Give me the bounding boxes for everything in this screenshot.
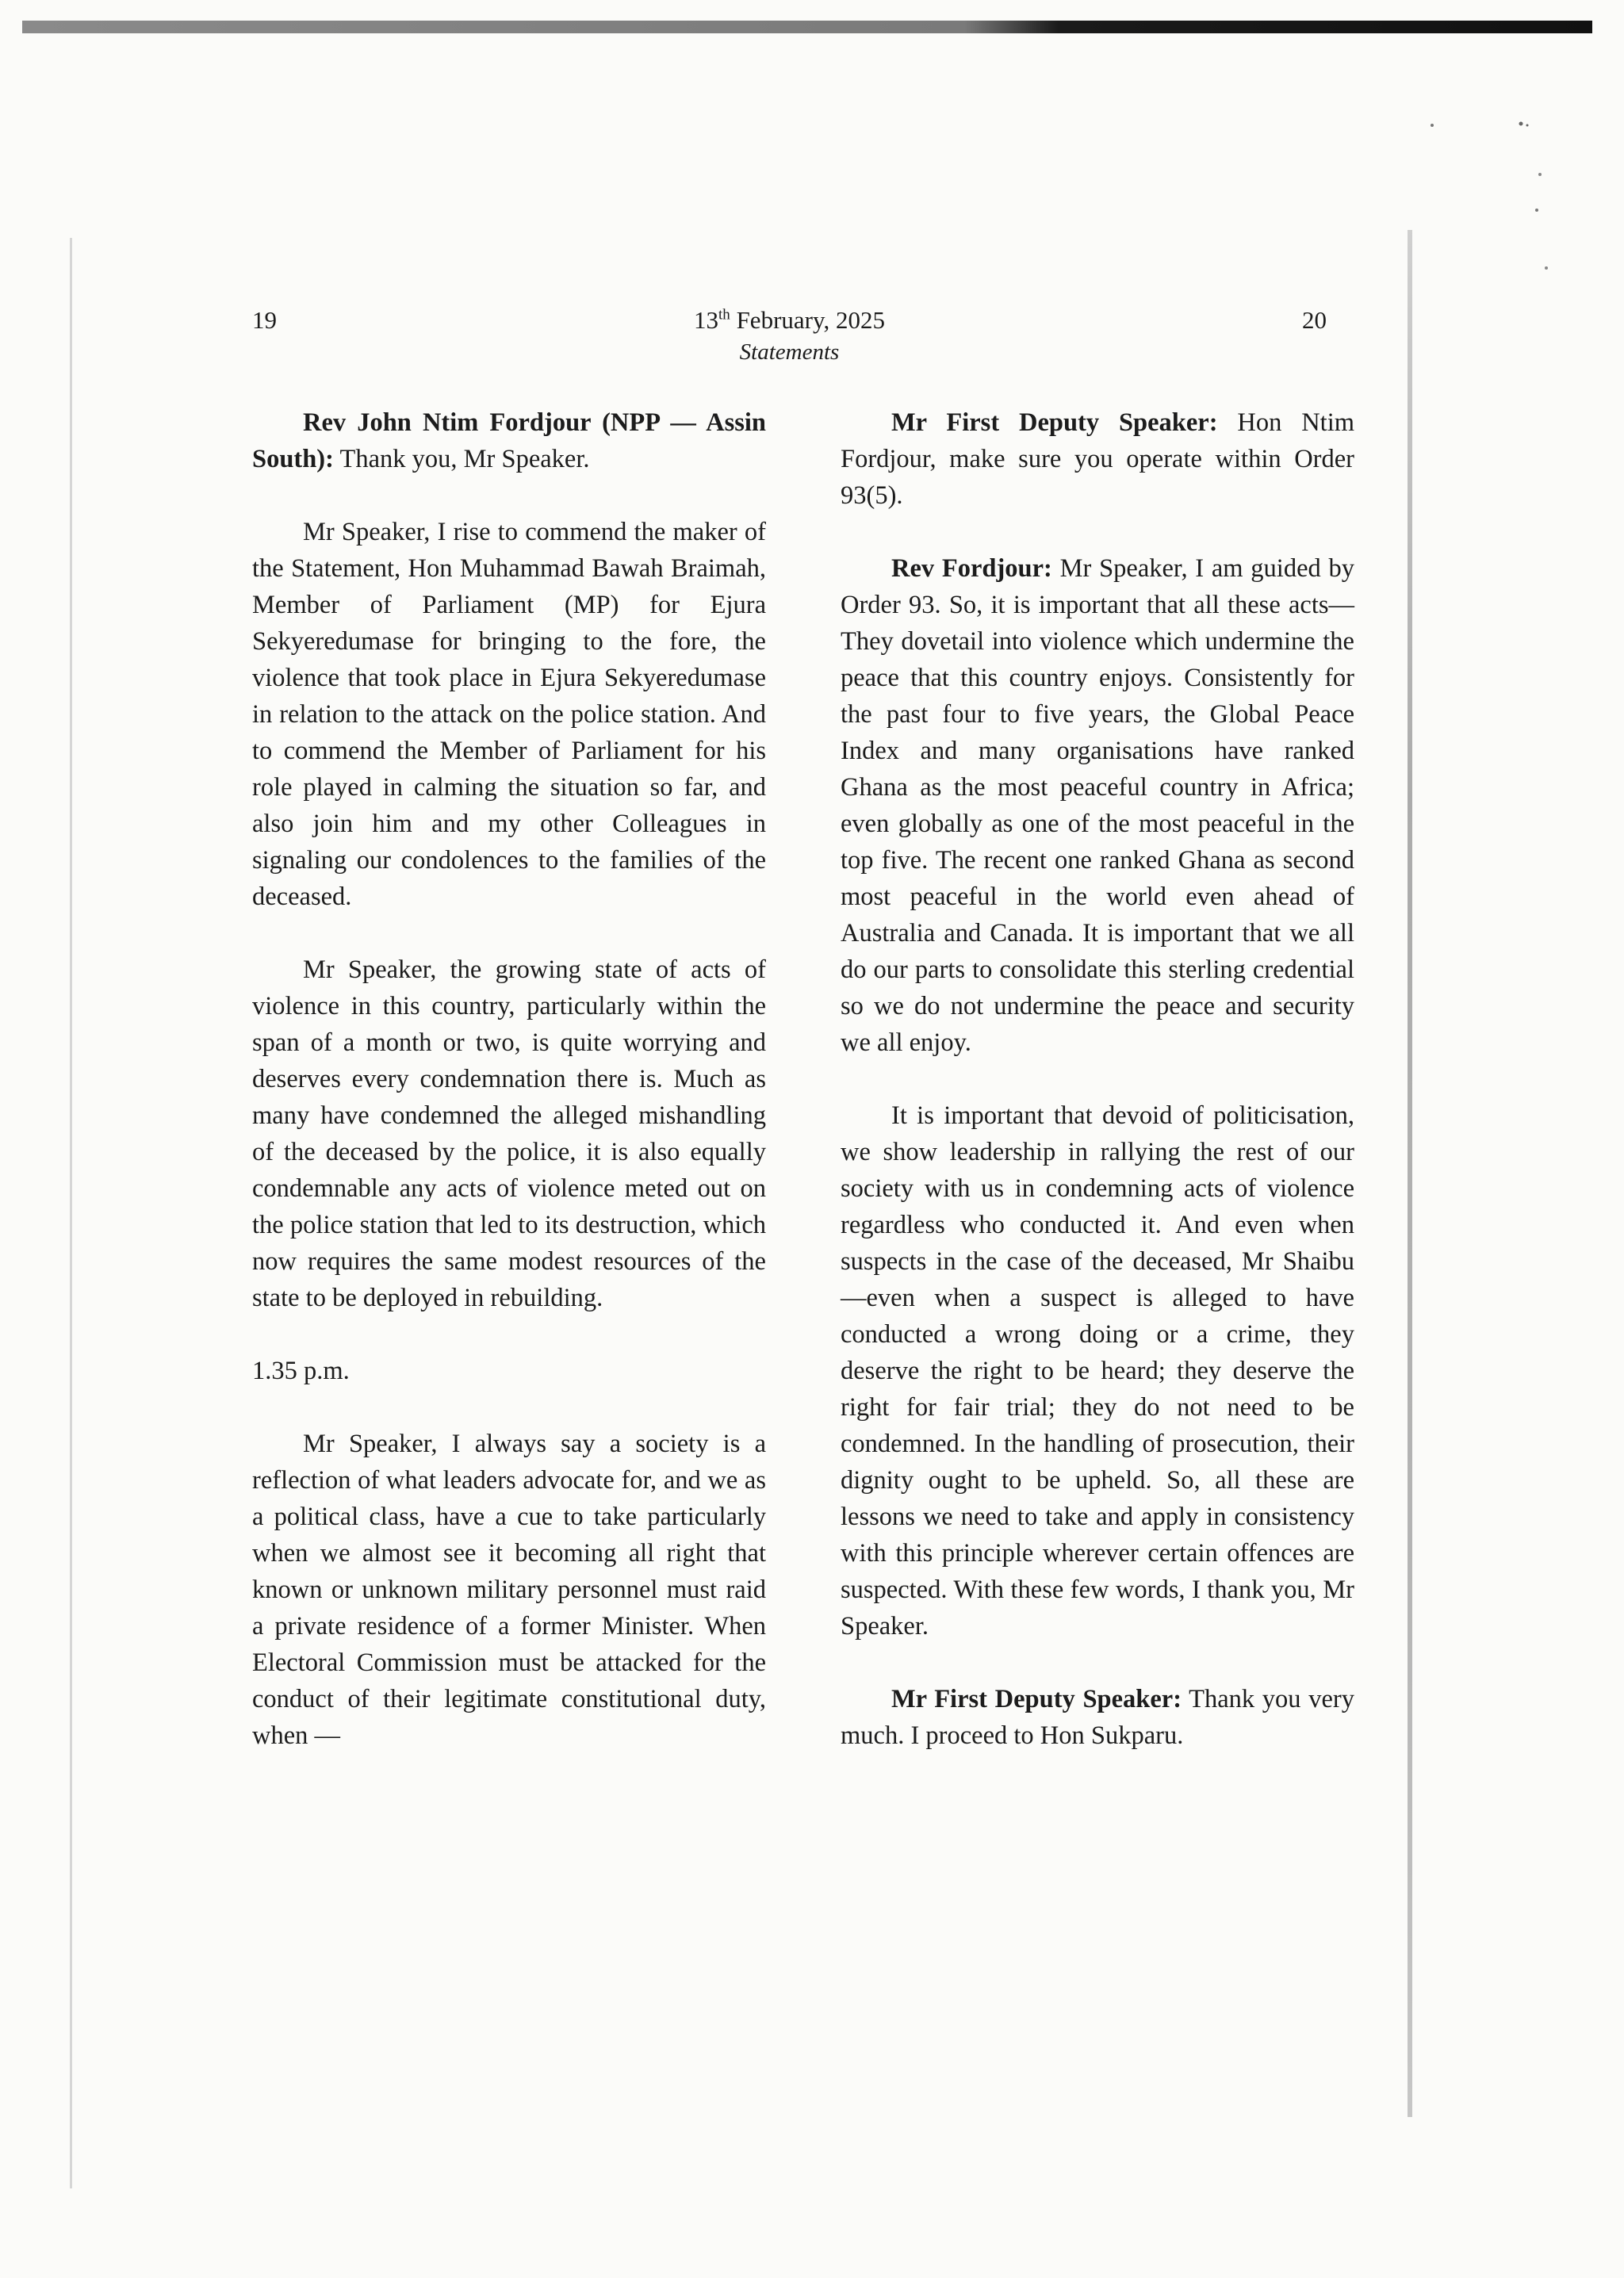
speech-text: Thank you very much. I proceed to Hon Sukparu. [841,1685,1354,1750]
speech-text: Mr Speaker, I am guided by Order 93. So, it is important that all these acts—They dovetail into violence which undermine the peace that this country enjoys. Consistently for the past four to five years, the Global Peace Index and many organisations have ranked Ghana as the most peaceful country in Africa; even globally as one of the most peaceful in the top five. The recent one ranked Ghana as second most peaceful in the world even ahead of Australia and Canada. It is important that we all do our parts to consolidate this sterling credential so we do not undermine the peace and security we all enjoy. [841,554,1354,1057]
scan-top-bar [22,21,1592,33]
paragraph: Mr Speaker, I always say a society is a reflection of what leaders advocate for, and we as a political class, have a cue to take particularly when we almost see it becoming all right that known or unknown military personnel must raid a private residence of a former Minister. When Electoral Commission must be attacked for the conduct of their legitimate constitutional duty, when — [252,1430,766,1750]
time-stamp: 1.35 p.m. [252,1357,350,1385]
speech-text: Hon Ntim Fordjour, make sure you operate within Order 93(5). [841,408,1355,510]
page-number-left: 19 [252,306,277,334]
paragraph [841,404,1354,514]
paragraph [841,1681,1354,1754]
paragraph [252,404,766,477]
section-title: Statements [739,339,840,365]
date-day: 13 [694,306,719,334]
header-date [252,306,1327,335]
paragraph: Mr Speaker, the growing state of acts of violence in this country, particularly within the span of a month or two, is quite worrying and deserves every condemnation there is. Much as many have condemned the alleged mishandling of the deceased by the police, it is also equally condemnable any acts of violence meted out on the police station that led to its destruction, which now requires the same modest resources of the state to be deployed in rebuilding. [252,955,766,1312]
date-rest: February, 2025 [730,306,885,334]
speaker-name: Mr First Deputy Speaker: [891,408,1218,437]
speech-text: Thank you, Mr Speaker. [333,445,590,473]
paragraph: It is important that devoid of politicisation, we show leadership in rallying the rest of our society with us in condemning acts of violence regardless who conducted it. And even when suspects in the case of the deceased, Mr Shaibu—even when a suspect is alleged to have conducted a wrong doing or a crime, they deserve the right to be heard; they deserve the right for fair trial; they do not need to be condemned. In the handling of prosecution, their dignity ought to be upheld. So, all these are lessons we need to take and apply in consistency with this principle wherever certain offences are suspected. With these few words, I thank you, Mr Speaker. [841,1101,1354,1641]
right-column [841,404,1354,1790]
speaker-name: Rev Fordjour: [891,554,1052,583]
paragraph: Mr Speaker, I rise to commend the maker of the Statement, Hon Muhammad Bawah Braimah, Member of Parliament (MP) for Ejura Sekyeredumase for bringing to the fore, the violence that took place in Ejura Sekyeredumase in relation to the attack on the police station. And to commend the Member of Parliament for his role played in calming the situation so far, and also join him and my other Colleagues in signaling our condolences to the families of the deceased. [252,518,766,911]
scan-left-edge [70,238,72,2188]
speaker-name: Rev John Ntim Fordjour (NPP — Assin South): [252,408,766,473]
left-column [252,404,766,1790]
scan-specks [1427,103,1586,293]
page-number-right: 20 [1302,306,1327,334]
scan-binding-edge [1408,230,1412,2117]
speaker-name: Mr First Deputy Speaker: [891,1685,1182,1713]
page-header [252,306,1327,369]
paragraph [841,550,1354,1061]
date-suffix: th [718,306,730,324]
